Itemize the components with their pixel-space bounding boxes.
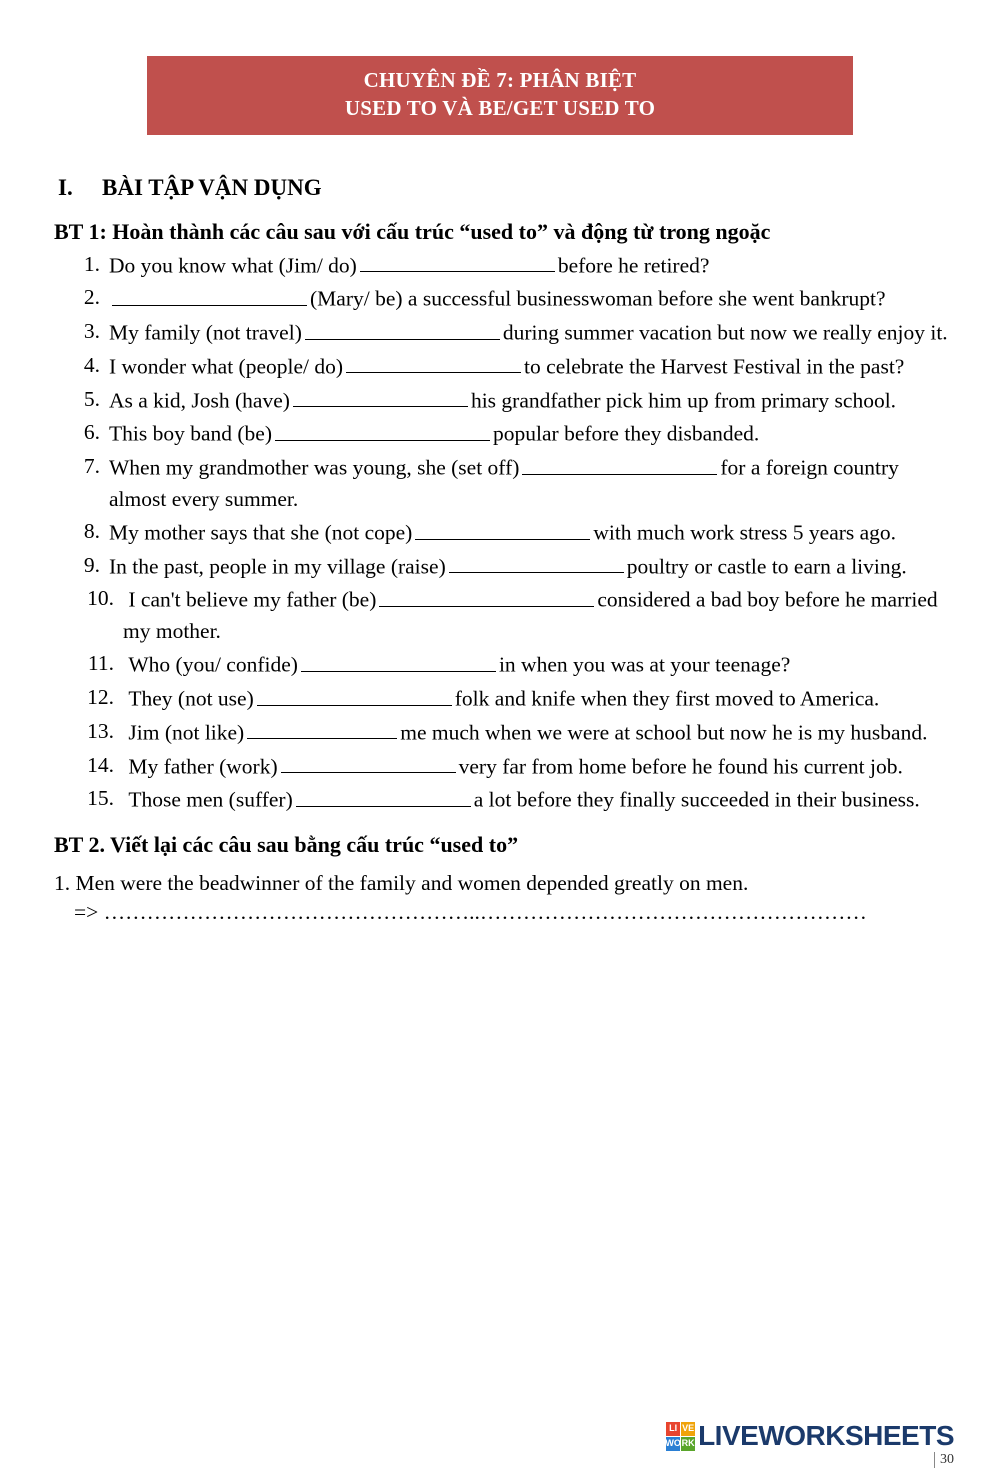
list-item xyxy=(52,583,948,647)
item-text xyxy=(109,550,948,583)
item-pre-text: Do you know what (Jim/ do) xyxy=(109,253,357,278)
list-item xyxy=(52,316,948,349)
item-number: 6. xyxy=(83,420,100,445)
brand-name: LIVEWORKSHEETS xyxy=(698,1420,954,1451)
item-text xyxy=(109,516,948,549)
answer-blank[interactable] xyxy=(346,350,521,374)
item-number: 15. xyxy=(87,786,114,811)
bt2-heading: BT 2. Viết lại các câu sau bằng cấu trúc “used to” xyxy=(54,832,519,858)
item-text xyxy=(123,682,948,715)
answer-blank[interactable] xyxy=(296,783,471,807)
item-pre-text: Who (you/ confide) xyxy=(128,652,298,677)
item-number: 7. xyxy=(83,454,100,479)
item-post-text: during summer vacation but now we really enjoy it. xyxy=(502,320,948,345)
item-post-text: his grandfather pick him up from primary school. xyxy=(470,388,897,413)
answer-blank[interactable] xyxy=(449,550,624,574)
section-heading xyxy=(52,175,948,201)
answer-blank[interactable] xyxy=(112,282,307,306)
banner-line-1: CHUYÊN ĐỀ 7: PHÂN BIỆT xyxy=(363,68,637,92)
list-item xyxy=(52,417,948,450)
item-text xyxy=(109,316,948,349)
list-item xyxy=(52,384,948,417)
arrow-prefix: => xyxy=(74,900,99,925)
list-item xyxy=(52,750,948,783)
answer-blank[interactable] xyxy=(379,583,594,607)
answer-blank[interactable] xyxy=(275,417,490,441)
item-post-text: popular before they disbanded. xyxy=(493,421,760,446)
section-title: BÀI TẬP VẬN DỤNG xyxy=(102,174,322,200)
item-pre-text: I wonder what (people/ do) xyxy=(109,354,344,379)
list-item xyxy=(52,716,948,749)
item-text xyxy=(123,716,948,749)
item-post-text: a lot before they finally succeeded in their business. xyxy=(473,787,920,812)
dotted-answer-line[interactable]: ……………………………………………..……………………………………………… xyxy=(103,900,867,925)
item-number: 5. xyxy=(83,386,100,411)
bt2-sentence-1: 1. Men were the beadwinner of the family and women depended greatly on men. xyxy=(54,871,749,896)
liveworksheets-footer xyxy=(666,1420,954,1452)
item-pre-text: They (not use) xyxy=(128,686,254,711)
item-text xyxy=(109,350,948,383)
item-pre-text: This boy band (be) xyxy=(109,421,273,446)
item-number: 10. xyxy=(87,586,114,611)
item-post-text: folk and knife when they first moved to America. xyxy=(454,686,880,711)
list-item xyxy=(52,282,948,315)
item-text xyxy=(123,750,948,783)
item-pre-text: In the past, people in my village (raise) xyxy=(109,554,446,579)
item-post-text: poultry or castle to earn a living. xyxy=(626,554,907,579)
list-item xyxy=(52,516,948,549)
item-post-text: (Mary/ be) a successful businesswoman before she went bankrupt? xyxy=(310,286,886,311)
section-numeral: I. xyxy=(58,174,73,200)
title-banner xyxy=(147,56,853,135)
item-text xyxy=(109,417,948,450)
item-number: 4. xyxy=(83,352,100,377)
worksheet-page xyxy=(0,56,1000,1470)
item-text xyxy=(123,783,948,816)
logo-square-rk: RK xyxy=(681,1437,695,1451)
answer-blank[interactable] xyxy=(301,648,496,672)
item-number: 2. xyxy=(83,285,100,310)
logo-square-li: LI xyxy=(666,1422,680,1436)
item-pre-text: My family (not travel) xyxy=(109,320,302,345)
item-pre-text: I can't believe my father (be) xyxy=(128,588,377,613)
item-number: 13. xyxy=(87,718,114,743)
item-post-text: for a foreign country almost every summer. xyxy=(109,455,899,511)
logo-square-wo: WO xyxy=(666,1437,680,1451)
item-pre-text: Those men (suffer) xyxy=(128,787,293,812)
item-post-text: considered a bad boy before he married my mother. xyxy=(123,588,938,644)
logo-square-ve: VE xyxy=(681,1422,695,1436)
list-item xyxy=(52,249,948,282)
item-text xyxy=(109,249,948,282)
answer-blank[interactable] xyxy=(360,249,555,273)
answer-blank[interactable] xyxy=(415,516,590,540)
item-text xyxy=(109,451,948,515)
bt1-question-list xyxy=(52,249,948,816)
item-post-text: with much work stress 5 years ago. xyxy=(593,520,897,545)
item-number: 12. xyxy=(87,685,114,710)
item-number: 8. xyxy=(83,519,100,543)
item-number: 3. xyxy=(83,319,100,344)
item-post-text: to celebrate the Harvest Festival in the past? xyxy=(524,354,905,379)
page-number: 30 xyxy=(934,1452,954,1468)
item-text xyxy=(109,282,948,315)
item-number: 14. xyxy=(87,752,114,777)
banner-line-2: USED TO VÀ BE/GET USED TO xyxy=(344,96,656,121)
answer-blank[interactable] xyxy=(281,750,456,774)
item-pre-text: My mother says that she (not cope) xyxy=(109,520,413,545)
list-item xyxy=(52,648,948,681)
item-number: 9. xyxy=(83,552,100,577)
list-item xyxy=(52,350,948,383)
item-pre-text: Jim (not like) xyxy=(128,720,245,745)
list-item xyxy=(52,682,948,715)
item-pre-text: As a kid, Josh (have) xyxy=(109,388,290,413)
item-text xyxy=(123,583,948,647)
answer-blank[interactable] xyxy=(257,682,452,706)
bt2-answer-line[interactable] xyxy=(52,900,948,925)
item-pre-text: My father (work) xyxy=(128,754,278,779)
item-post-text: before he retired? xyxy=(557,253,710,278)
item-pre-text: When my grandmother was young, she (set off) xyxy=(109,455,520,480)
item-text xyxy=(123,648,948,681)
list-item xyxy=(52,550,948,583)
list-item xyxy=(52,783,948,816)
item-post-text: in when you was at your teenage? xyxy=(498,652,791,677)
answer-blank[interactable] xyxy=(293,384,468,408)
item-post-text: very far from home before he found his current job. xyxy=(458,754,903,779)
answer-blank[interactable] xyxy=(247,716,397,740)
logo-squares xyxy=(666,1422,695,1451)
item-text xyxy=(109,384,948,417)
liveworksheets-logo-icon xyxy=(666,1420,954,1452)
item-post-text: me much when we were at school but now he is my husband. xyxy=(400,720,928,745)
answer-blank[interactable] xyxy=(522,451,717,475)
bt1-heading: BT 1: Hoàn thành các câu sau với cấu trúc “used to” và động từ trong ngoặc xyxy=(54,218,771,244)
item-number: 1. xyxy=(83,251,100,276)
answer-blank[interactable] xyxy=(305,316,500,340)
list-item xyxy=(52,451,948,515)
item-number: 11. xyxy=(87,651,114,676)
